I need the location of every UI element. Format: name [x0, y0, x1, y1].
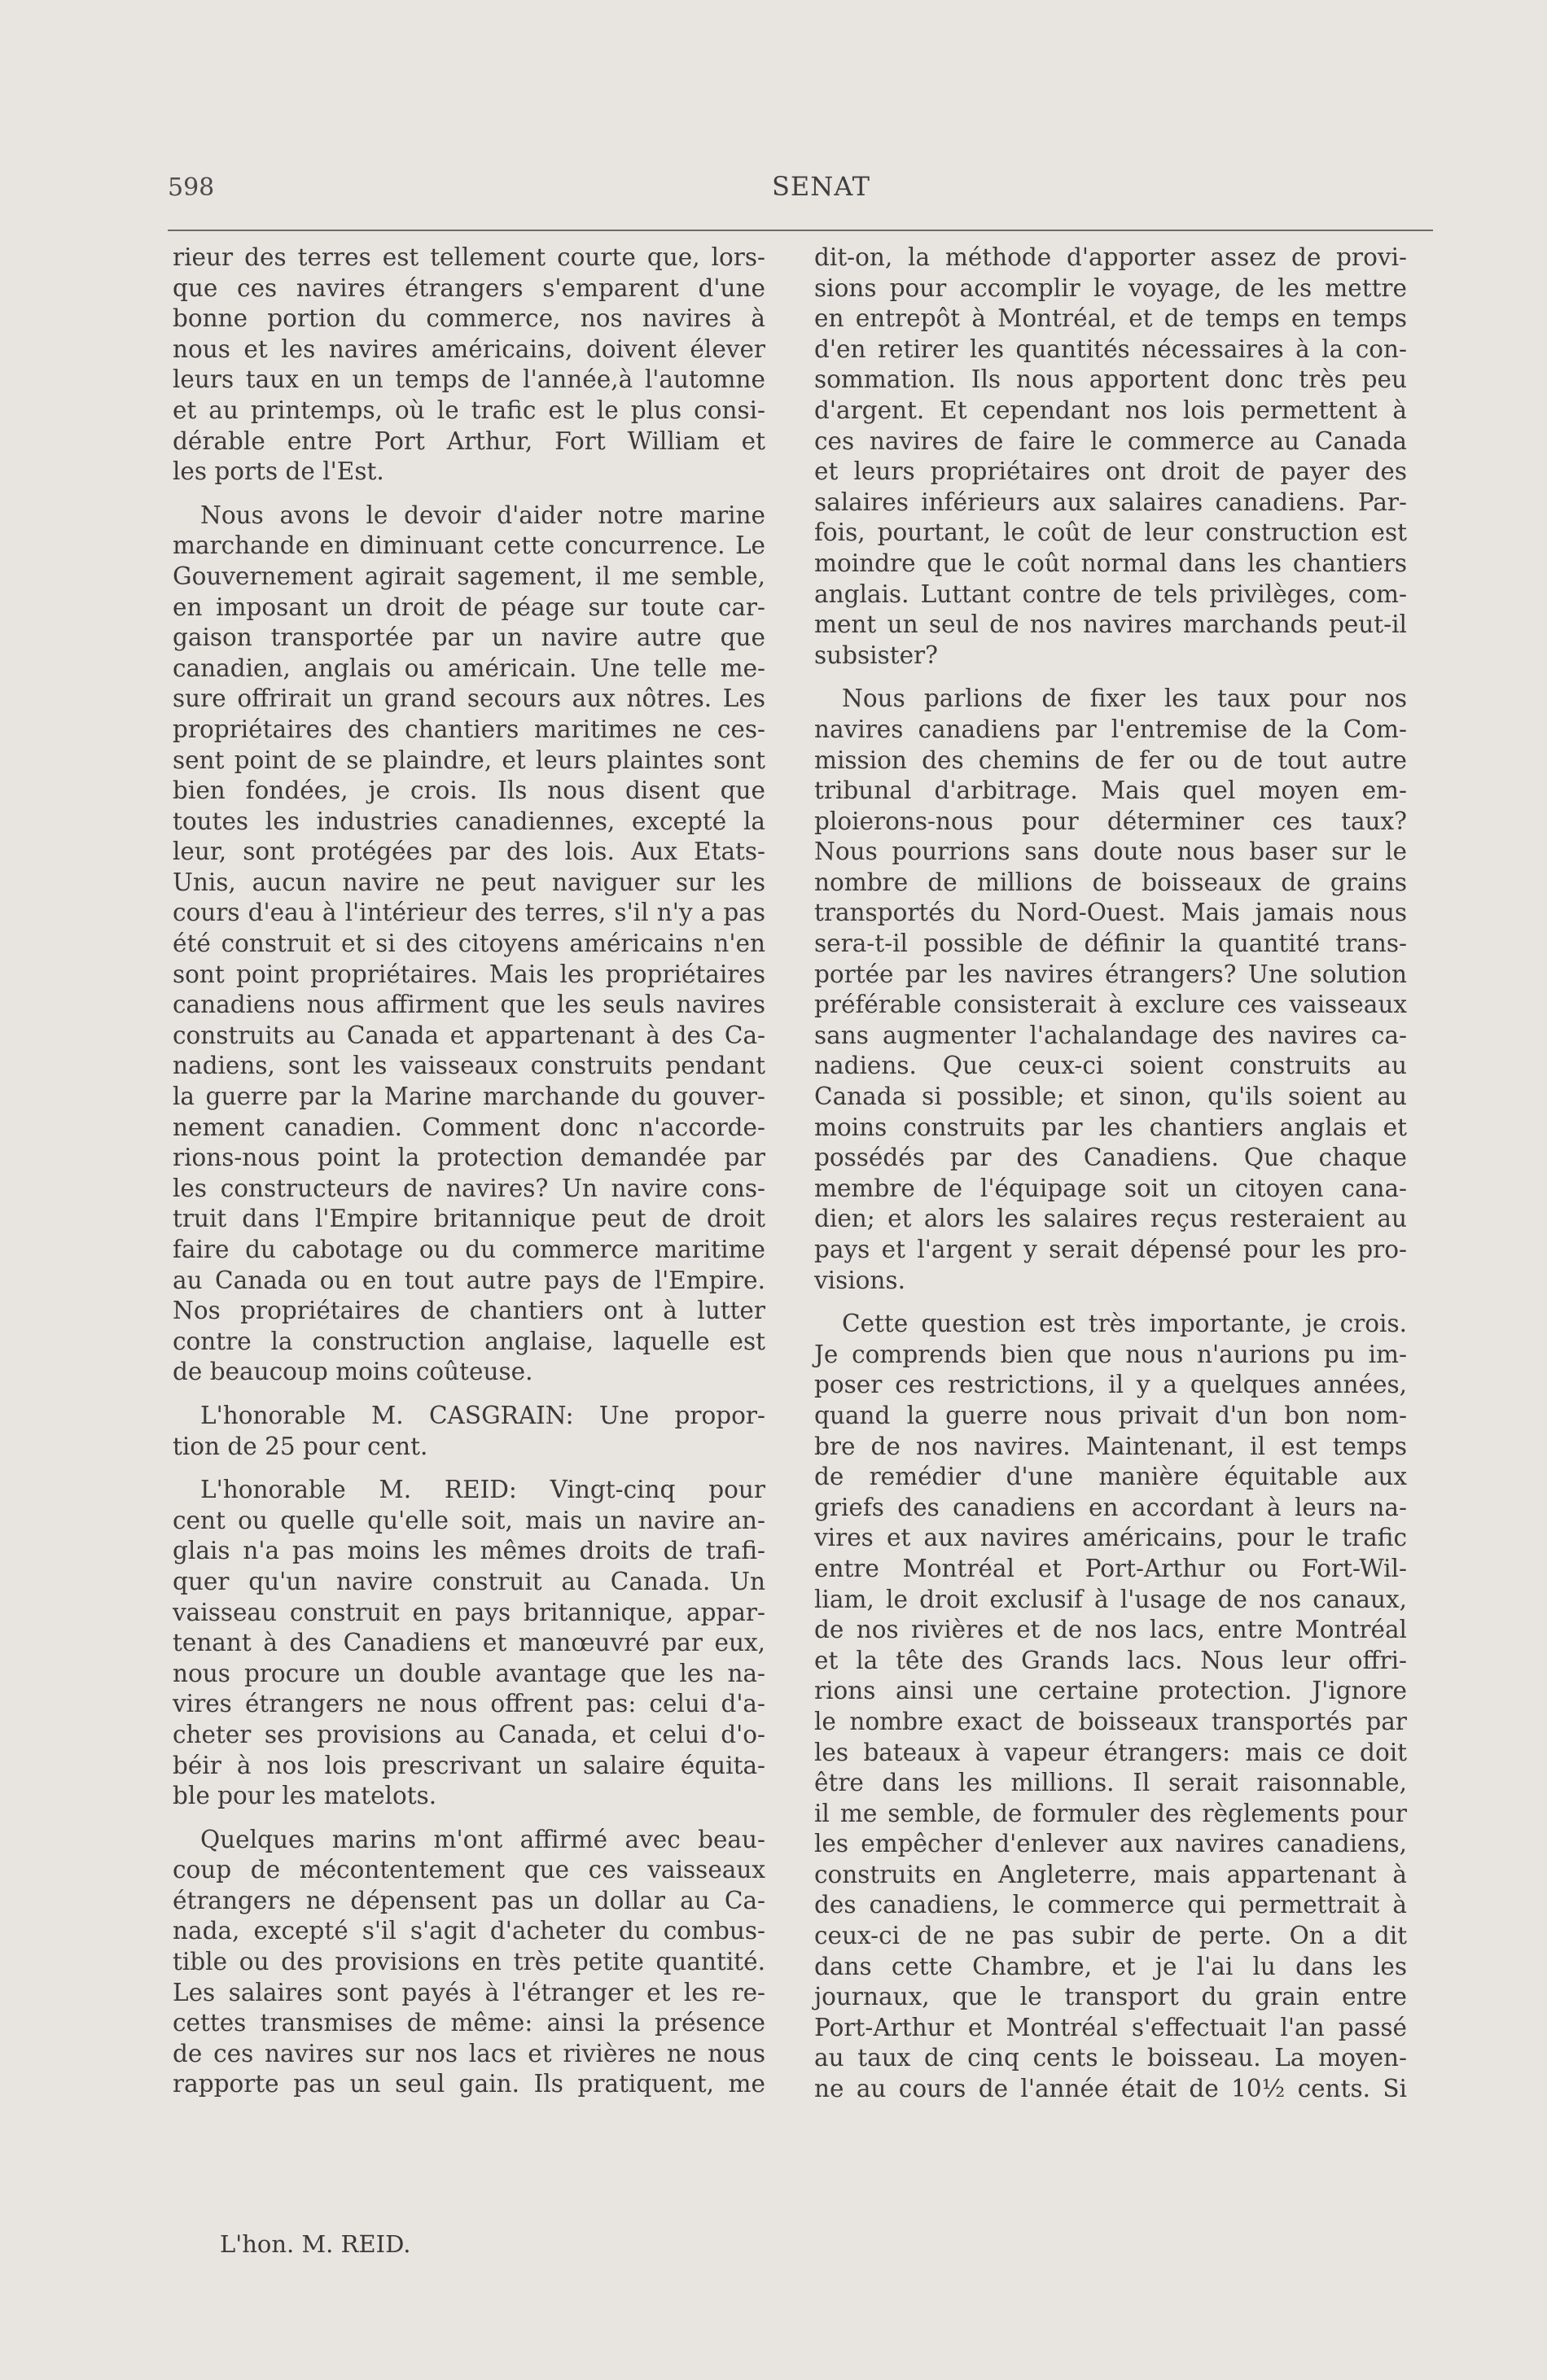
- text-line: rions-nous point la protection demandée par: [173, 1144, 765, 1172]
- text-line: L'honorable M. REID: Vingt-cinq pour: [200, 1476, 765, 1504]
- text-line: tible ou des provisions en très petite quantité.: [173, 1948, 765, 1976]
- text-line: coup de mécontentement que ces vaisseaux: [173, 1856, 765, 1884]
- text-line: membre de l'équipage soit un citoyen cana-: [814, 1174, 1407, 1202]
- text-line: fois, pourtant, le coût de leur construction est: [814, 518, 1407, 547]
- paragraph-gap: [173, 1812, 765, 1825]
- text-line: subsister?: [814, 641, 938, 669]
- text-line: leurs taux en un temps de l'année,à l'automne: [173, 365, 765, 394]
- left-column: [173, 243, 765, 2100]
- paragraph-gap: [814, 1296, 1407, 1309]
- text-line: dien; et alors les salaires reçus resteraient au: [814, 1205, 1407, 1233]
- text-line: de remédier d'une manière équitable aux: [814, 1463, 1407, 1491]
- text-line: Nous pourrions sans doute nous baser sur le: [814, 838, 1407, 866]
- running-foot: L'hon. M. REID.: [220, 2230, 411, 2258]
- text-line: poser ces restrictions, il y a quelques années,: [814, 1371, 1407, 1399]
- text-line: préférable consisterait à exclure ces vaisseaux: [814, 991, 1407, 1019]
- text-line: sera-t-il possible de définir la quantité trans-: [814, 930, 1407, 958]
- text-line: construits en Angleterre, mais appartenant à: [814, 1860, 1407, 1888]
- text-line: de beaucoup moins coûteuse.: [173, 1358, 533, 1386]
- text-line: toutes les industries canadiennes, excepté la: [173, 807, 765, 835]
- text-line: canadien, anglais ou américain. Une telle me-: [173, 654, 765, 682]
- text-line: construits au Canada et appartenant à des Ca-: [173, 1021, 765, 1049]
- text-line: été construit et si des citoyens américains n'en: [173, 930, 765, 958]
- text-line: sure offrirait un grand secours aux nôtres. Les: [173, 685, 765, 713]
- text-line: Nous avons le devoir d'aider notre marine: [200, 501, 765, 529]
- page-number: 598: [168, 173, 215, 202]
- text-line: liam, le droit exclusif à l'usage de nos canaux,: [814, 1585, 1407, 1613]
- text-line: quand la guerre nous privait d'un bon nom-: [814, 1401, 1407, 1429]
- text-line: ble pour les matelots.: [173, 1782, 437, 1810]
- text-line: les empêcher d'enlever aux navires canadiens,: [814, 1830, 1407, 1858]
- text-line: contre la construction anglaise, laquelle est: [173, 1327, 765, 1355]
- text-line: moindre que le coût normal dans les chantiers: [814, 549, 1407, 577]
- text-line: Quelques marins m'ont affirmé avec beau-: [200, 1825, 765, 1853]
- text-line: cheter ses provisions au Canada, et celui d'o-: [173, 1720, 765, 1748]
- text-line: tribunal d'arbitrage. Mais quel moyen em-: [814, 777, 1407, 805]
- text-line: rieur des terres est tellement courte que, lors-: [173, 243, 765, 271]
- text-line: il me semble, de formuler des règlements pour: [814, 1799, 1407, 1827]
- right-column: [814, 243, 1407, 2105]
- text-line: bre de nos navires. Maintenant, il est temps: [814, 1432, 1407, 1460]
- text-line: nada, excepté s'il s'agit d'acheter du combus-: [173, 1917, 765, 1945]
- text-line: que ces navires étrangers s'emparent d'une: [173, 273, 765, 302]
- text-line: mission des chemins de fer ou de tout autre: [814, 746, 1407, 774]
- text-line: sommation. Ils nous apportent donc très peu: [814, 365, 1407, 394]
- text-line: au Canada ou en tout autre pays de l'Empire.: [173, 1266, 765, 1294]
- text-line: canadiens nous affirment que les seuls navires: [173, 991, 765, 1019]
- text-line: sions pour accomplir le voyage, de les mettre: [814, 273, 1407, 302]
- text-line: rions ainsi une certaine protection. J'ignore: [814, 1677, 1407, 1705]
- text-line: glais n'a pas moins les mêmes droits de trafi-: [173, 1537, 765, 1565]
- text-line: visions.: [814, 1266, 905, 1294]
- text-line: être dans les millions. Il serait raisonnable,: [814, 1769, 1407, 1797]
- text-line: pays et l'argent y serait dépensé pour les pro-: [814, 1236, 1407, 1263]
- text-line: des canadiens, le commerce qui permettrait à: [814, 1891, 1407, 1919]
- text-line: griefs des canadiens en accordant à leurs na-: [814, 1493, 1407, 1521]
- text-line: faire du cabotage ou du commerce maritime: [173, 1236, 765, 1263]
- text-line: cours d'eau à l'intérieur des terres, s'il n'y a pas: [173, 899, 765, 927]
- text-line: vires et aux navires américains, pour le trafic: [814, 1524, 1407, 1552]
- text-line: et au printemps, où le trafic est le plus consi-: [173, 396, 765, 424]
- text-line: dit-on, la méthode d'apporter assez de provi-: [814, 243, 1407, 271]
- text-line: béir à nos lois prescrivant un salaire équita-: [173, 1751, 765, 1779]
- text-line: tenant à des Canadiens et manœuvré par eux,: [173, 1629, 765, 1657]
- paragraph-gap: [173, 488, 765, 501]
- text-line: bonne portion du commerce, nos navires à: [173, 304, 765, 333]
- text-line: de nos rivières et de nos lacs, entre Montréal: [814, 1616, 1407, 1644]
- text-line: moins construits par les chantiers anglais et: [814, 1113, 1407, 1141]
- text-line: anglais. Luttant contre de tels privilèges, com-: [814, 580, 1407, 608]
- text-line: entre Montréal et Port-Arthur ou Fort-Wil-: [814, 1554, 1407, 1582]
- text-line: quer qu'un navire construit au Canada. Un: [173, 1567, 765, 1595]
- text-line: nous procure un double avantage que les na-: [173, 1659, 765, 1687]
- text-line: Nous parlions de fixer les taux pour nos: [842, 685, 1407, 713]
- header-rule: [168, 230, 1433, 231]
- text-line: gaison transportée par un navire autre que: [173, 623, 765, 652]
- text-line: nadiens, sont les vaisseaux construits pendant: [173, 1052, 765, 1080]
- text-line: de ces navires sur nos lacs et rivières ne nous: [173, 2039, 765, 2067]
- text-line: bien fondées, je crois. Ils nous disent que: [173, 777, 765, 805]
- text-line: journaux, que le transport du grain entre: [814, 1983, 1407, 2011]
- text-line: dans cette Chambre, et je l'ai lu dans les: [814, 1952, 1407, 1980]
- text-line: Cette question est très importante, je crois.: [842, 1310, 1407, 1338]
- text-line: nadiens. Que ceux-ci soient construits au: [814, 1052, 1407, 1080]
- text-line: la guerre par la Marine marchande du gouver-: [173, 1083, 765, 1111]
- text-line: Unis, aucun navire ne peut naviguer sur les: [173, 868, 765, 896]
- text-line: cent ou quelle qu'elle soit, mais un navire an-: [173, 1506, 765, 1534]
- text-line: nombre de millions de boisseaux de grains: [814, 868, 1407, 896]
- text-line: au taux de cinq cents le boisseau. La moyen-: [814, 2044, 1407, 2072]
- text-line: tion de 25 pour cent.: [173, 1432, 428, 1460]
- text-line: les bateaux à vapeur étrangers: mais ce doit: [814, 1738, 1407, 1766]
- text-line: d'en retirer les quantités nécessaires à la con-: [814, 335, 1407, 363]
- text-line: propriétaires des chantiers maritimes ne ces-: [173, 715, 765, 743]
- paragraph-gap: [814, 671, 1407, 684]
- text-line: le nombre exact de boisseaux transportés par: [814, 1707, 1407, 1735]
- text-line: ceux-ci de ne pas subir de perte. On a dit: [814, 1922, 1407, 1950]
- text-line: les ports de l'Est.: [173, 457, 384, 486]
- text-line: L'honorable M. CASGRAIN: Une propor-: [200, 1401, 765, 1429]
- text-line: transportés du Nord-Ouest. Mais jamais nous: [814, 899, 1407, 927]
- text-line: nous et les navires américains, doivent élever: [173, 335, 765, 363]
- text-line: en imposant un droit de péage sur toute car-: [173, 593, 765, 621]
- paragraph-gap: [173, 1462, 765, 1475]
- text-line: portée par les navires étrangers? Une solution: [814, 960, 1407, 988]
- text-line: sont point propriétaires. Mais les propriétaires: [173, 960, 765, 988]
- text-line: salaires inférieurs aux salaires canadiens. Par-: [814, 488, 1407, 516]
- text-line: d'argent. Et cependant nos lois permettent à: [814, 396, 1407, 424]
- text-line: sans augmenter l'achalandage des navires ca-: [814, 1021, 1407, 1049]
- text-line: Je comprends bien que nous n'aurions pu im-: [814, 1340, 1407, 1368]
- text-line: rapporte pas un seul gain. Ils pratiquent, me: [173, 2070, 765, 2098]
- text-line: et leurs propriétaires ont droit de payer des: [814, 457, 1407, 486]
- text-line: Gouvernement agirait sagement, il me semble,: [173, 562, 765, 590]
- text-line: en entrepôt à Montréal, et de temps en temps: [814, 304, 1407, 333]
- text-line: sent point de se plaindre, et leurs plaintes sont: [173, 746, 765, 774]
- text-line: vaisseau construit en pays britannique, appar-: [173, 1598, 765, 1626]
- text-line: Port-Arthur et Montréal s'effectuait l'an passé: [814, 2013, 1407, 2041]
- text-line: Canada si possible; et sinon, qu'ils soient au: [814, 1083, 1407, 1111]
- text-line: ment un seul de nos navires marchands peut-il: [814, 610, 1407, 639]
- text-line: ne au cours de l'année était de 10½ cents. Si: [814, 2075, 1407, 2103]
- running-head: SENAT: [772, 171, 870, 202]
- text-line: Les salaires sont payés à l'étranger et les re-: [173, 1978, 765, 2006]
- text-line: étrangers ne dépensent pas un dollar au Ca-: [173, 1886, 765, 1914]
- text-line: ploierons-nous pour déterminer ces taux?: [814, 807, 1407, 835]
- text-line: Nos propriétaires de chantiers ont à lutter: [173, 1297, 765, 1325]
- text-line: vires étrangers ne nous offrent pas: celui d'a-: [173, 1690, 765, 1718]
- text-line: les constructeurs de navires? Un navire cons-: [173, 1174, 765, 1202]
- text-line: ces navires de faire le commerce au Canada: [814, 427, 1407, 455]
- text-line: cettes transmises de même: ainsi la présence: [173, 2009, 765, 2037]
- text-line: leur, sont protégées par des lois. Aux Etats-: [173, 838, 765, 866]
- text-line: marchande en diminuant cette concurrence. Le: [173, 532, 765, 560]
- text-line: nement canadien. Comment donc n'accorde-: [173, 1113, 765, 1141]
- text-line: possédés par des Canadiens. Que chaque: [814, 1144, 1407, 1172]
- text-line: dérable entre Port Arthur, Fort William et: [173, 427, 765, 455]
- paragraph-gap: [173, 1388, 765, 1401]
- text-line: truit dans l'Empire britannique peut de droit: [173, 1205, 765, 1233]
- text-line: et la tête des Grands lacs. Nous leur offri-: [814, 1646, 1407, 1674]
- text-line: navires canadiens par l'entremise de la Com-: [814, 715, 1407, 743]
